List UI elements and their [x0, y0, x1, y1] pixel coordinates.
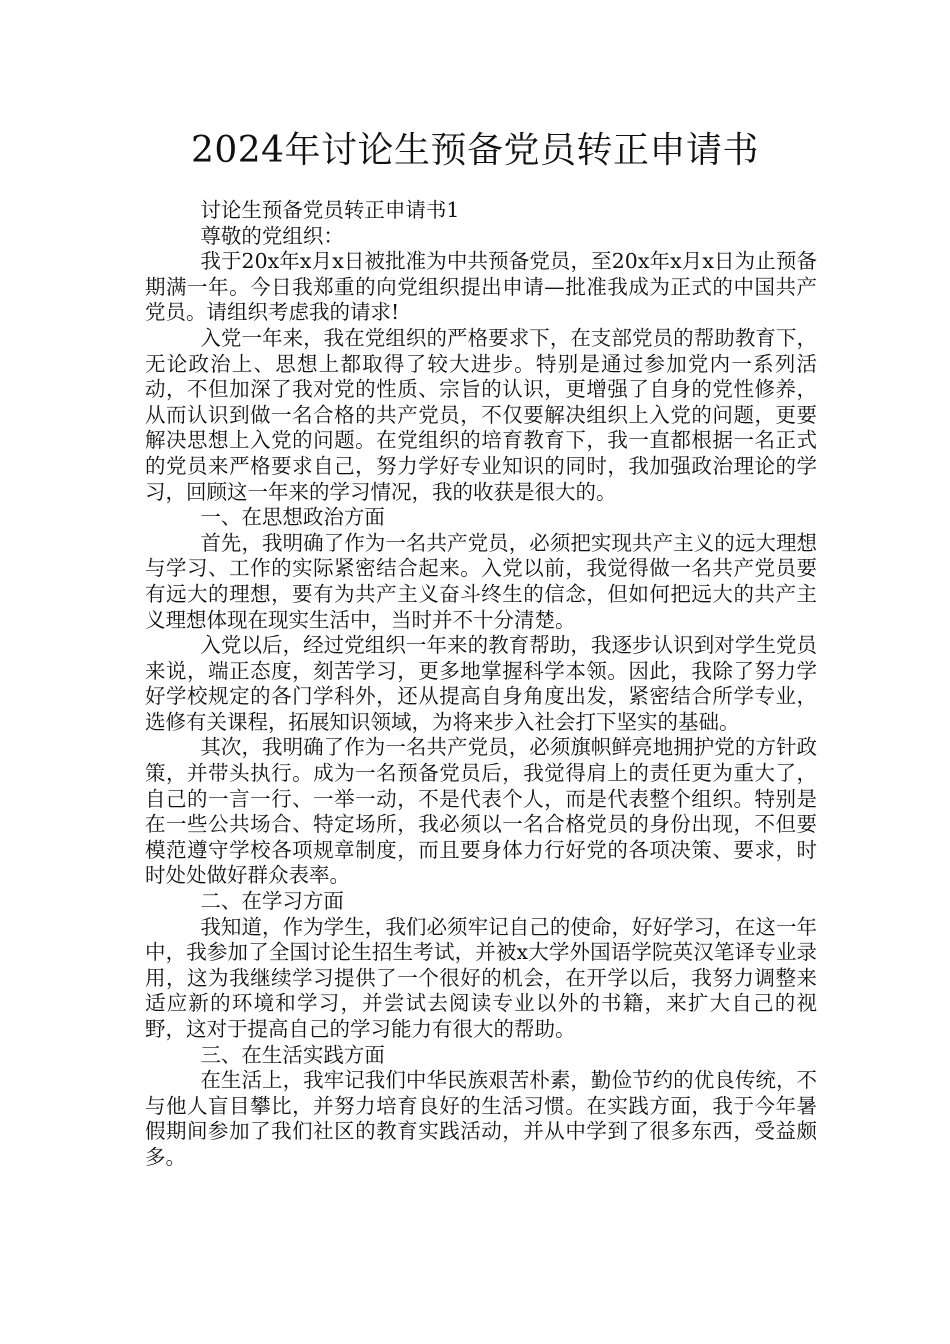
paragraph: 入党一年来，我在党组织的严格要求下，在支部党员的帮助教育下，无论政治上、思想上都取得了较大进步。特别是通过参加党内一系列活动，不但加深了我对党的性质、宗旨的认识，更增强了自身的党性修养，从而认识到做一名合格的共产党员，不仅要解决组织上入党的问题，更要解决思想上入党的问题。在党组织的培育教育下，我一直都根据一名正式的党员来严格要求自己，努力学好专业知识的同时，我加强政治理论的学习，回顾这一年来的学习情况，我的收获是很大的。 [145, 325, 817, 504]
subtitle-line: 讨论生预备党员转正申请书1 [200, 198, 460, 222]
paragraph: 入党以后，经过党组织一年来的教育帮助，我逐步认识到对学生党员来说，端正态度，刻苦学习，更多地掌握科学本领。因此，我除了努力学好学校规定的各门学科外，还从提高自身角度出发，紧密结合所学专业，选修有关课程，拓展知识领域，为将来步入社会打下坚实的基础。 [145, 633, 817, 734]
salutation: 尊敬的党组织： [200, 223, 344, 248]
document-body [145, 198, 817, 1171]
section-heading: 二、在学习方面 [200, 889, 344, 914]
section-heading: 一、在思想政治方面 [200, 505, 385, 530]
paragraph: 在生活上，我牢记我们中华民族艰苦朴素，勤俭节约的优良传统，不与他人盲目攀比，并努力培育良好的生活习惯。在实践方面，我于今年暑假期间参加了我们社区的教育实践活动，并从中学到了很多东西，受益颇多。 [145, 1068, 817, 1169]
document-title: 2024年讨论生预备党员转正申请书 [190, 130, 760, 171]
paragraph: 首先，我明确了作为一名共产党员，必须把实现共产主义的远大理想与学习、工作的实际紧密结合起来。入党以前，我觉得做一名共产党员要有远大的理想，要有为共产主义奋斗终生的信念，但如何把远大的共产主义理想体现在现实生活中，当时并不十分清楚。 [145, 530, 817, 632]
paragraph: 我于20x年x月x日被批准为中共预备党员，至20x年x月x日为止预备期满一年。今日我郑重的向党组织提出申请—批准我成为正式的中国共产党员。请组织考虑我的请求! [145, 249, 817, 325]
paragraph: 其次，我明确了作为一名共产党员，必须旗帜鲜亮地拥护党的方针政策，并带头执行。成为一名预备党员后，我觉得肩上的责任更为重大了，自己的一言一行、一举一动，不是代表个人，而是代表整个组织。特别是在一些公共场合、特定场所，我必须以一名合格党员的身份出现，不但要模范遵守学校各项规章制度，而且要身体力行好党的各项决策、要求，时时处处做好群众表率。 [145, 735, 817, 888]
section-heading: 三、在生活实践方面 [200, 1042, 385, 1067]
paragraph: 我知道，作为学生，我们必须牢记自己的使命，好好学习，在这一年中，我参加了全国讨论生招生考试，并被x大学外国语学院英汉笔译专业录用，这为我继续学习提供了一个很好的机会，在开学以后，我努力调整来适应新的环境和学习，并尝试去阅读专业以外的书籍，来扩大自己的视野，这对于提高自己的学习能力有很大的帮助。 [145, 914, 817, 1041]
